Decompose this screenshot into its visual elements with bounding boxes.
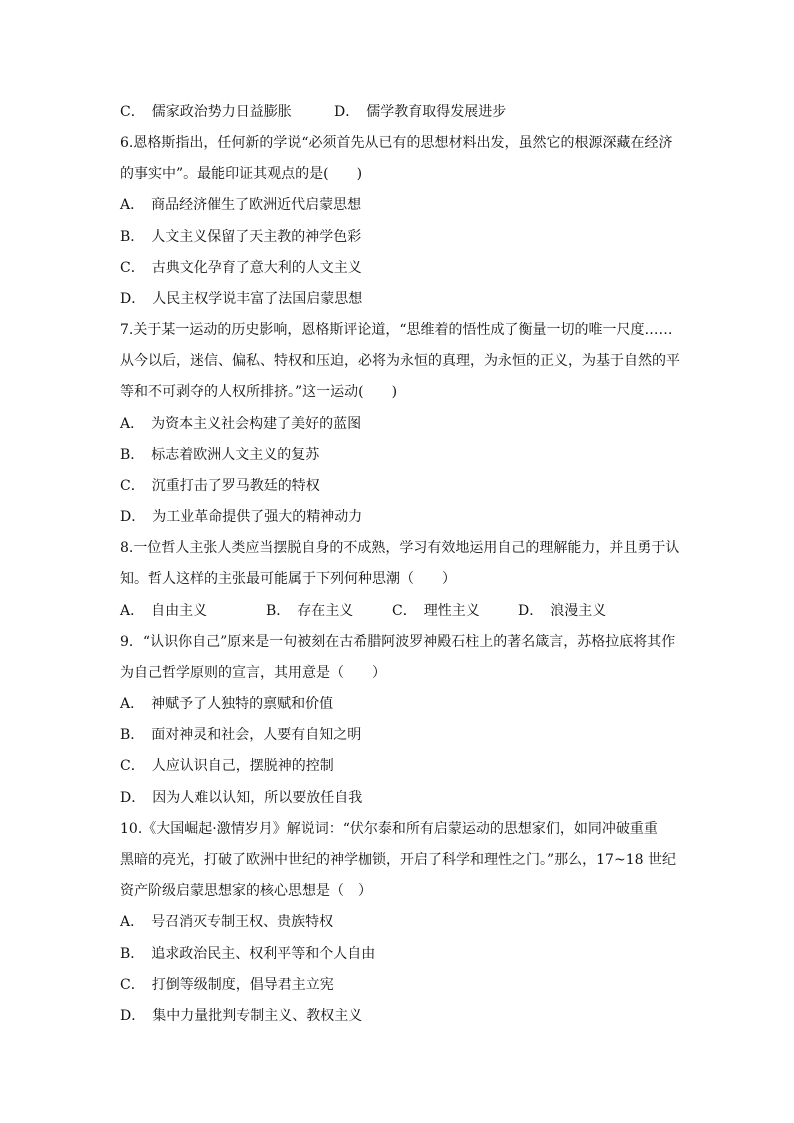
q10-option-a: A． 号召消灭专制王权、贵族特权 xyxy=(120,914,334,930)
q7-option-d: D． 为工业革命提供了强大的精神动力 xyxy=(120,509,363,525)
q5-option-d: D． 儒学教育取得发展进步 xyxy=(334,104,507,120)
q7-option-b: B． 标志着欧洲人文主义的复苏 xyxy=(120,447,320,463)
q5-options-row xyxy=(120,103,507,121)
q10-option-b: B． 追求政治民主、权利平等和个人自由 xyxy=(120,946,376,962)
q9-option-c: C． 人应认识自己，摆脱神的控制 xyxy=(120,758,334,774)
q6-stem-line-1: 6.恩格斯指出，任何新的学说“必须首先从已有的思想材料出发，虽然它的根源深藏在经济 xyxy=(120,135,673,151)
q8-option-b: B． 存在主义 xyxy=(266,603,354,619)
q7-option-c: C． 沉重打击了罗马教廷的特权 xyxy=(120,478,320,494)
q7-stem-line-1: 7.关于某一运动的历史影响，恩格斯评论道，“思维着的悟性成了衡量一切的唯一尺度…… xyxy=(120,322,673,338)
q6-option-b: B． 人文主义保留了天主教的神学色彩 xyxy=(120,229,362,245)
q7-option-a: A． 为资本主义社会构建了美好的蓝图 xyxy=(120,416,362,432)
q6-option-a: A． 商品经济催生了欧洲近代启蒙思想 xyxy=(120,197,362,213)
q6-option-c: C． 古典文化孕育了意大利的人文主义 xyxy=(120,260,362,276)
q7-stem-line-3: 等和不可剥夺的人权所排挤。”这一运动( ) xyxy=(120,384,398,400)
q10-option-d: D． 集中力量批判专制主义、教权主义 xyxy=(120,1008,363,1024)
q7-stem-line-2: 从今以后，迷信、偏私、特权和压迫，必将为永恒的真理，为永恒的正义，为基于自然的平 xyxy=(120,353,680,369)
q10-option-c: C． 打倒等级制度，倡导君主立宪 xyxy=(120,977,334,993)
q6-stem-line-2: 的事实中”。最能印证其观点的是( ) xyxy=(120,166,363,182)
q8-stem-line-2: 知。哲人这样的主张最可能属于下列何种思潮（ ） xyxy=(120,571,456,587)
q9-stem-line-1: 9．“认识你自己”原来是一句被刻在古希腊阿波罗神殿石柱上的著名箴言，苏格拉底将其作 xyxy=(120,634,676,650)
q9-option-a: A． 神赋予了人独特的禀赋和价值 xyxy=(120,696,334,712)
q9-option-b: B． 面对神灵和社会，人要有自知之明 xyxy=(120,727,362,743)
q8-option-d: D． 浪漫主义 xyxy=(518,603,607,619)
q10-stem-line-1: 10.《大国崛起·激情岁月》解说词：“伏尔泰和所有启蒙运动的思想家们，如同冲破重重 xyxy=(120,821,658,837)
q8-option-c: C． 理性主义 xyxy=(392,603,480,619)
q9-option-d: D． 因为人难以认知，所以要放任自我 xyxy=(120,790,363,806)
q8-option-a: A． 自由主义 xyxy=(120,603,208,619)
q6-option-d: D． 人民主权学说丰富了法国启蒙思想 xyxy=(120,291,363,307)
q9-stem-line-2: 为自己哲学原则的宣言，其用意是（ ） xyxy=(120,665,386,681)
q5-option-c: C． 儒家政治势力日益膨胀 xyxy=(120,104,292,120)
q10-stem-line-3: 资产阶级启蒙思想家的核心思想是（ ） xyxy=(120,883,372,899)
q8-stem-line-1: 8.一位哲人主张人类应当摆脱自身的不成熟，学习有效地运用自己的理解能力，并且勇于认 xyxy=(120,540,680,556)
q10-stem-line-2: 黑暗的亮光，打破了欧洲中世纪的神学枷锁，开启了科学和理性之门。”那么，17~18 世纪 xyxy=(120,852,676,868)
